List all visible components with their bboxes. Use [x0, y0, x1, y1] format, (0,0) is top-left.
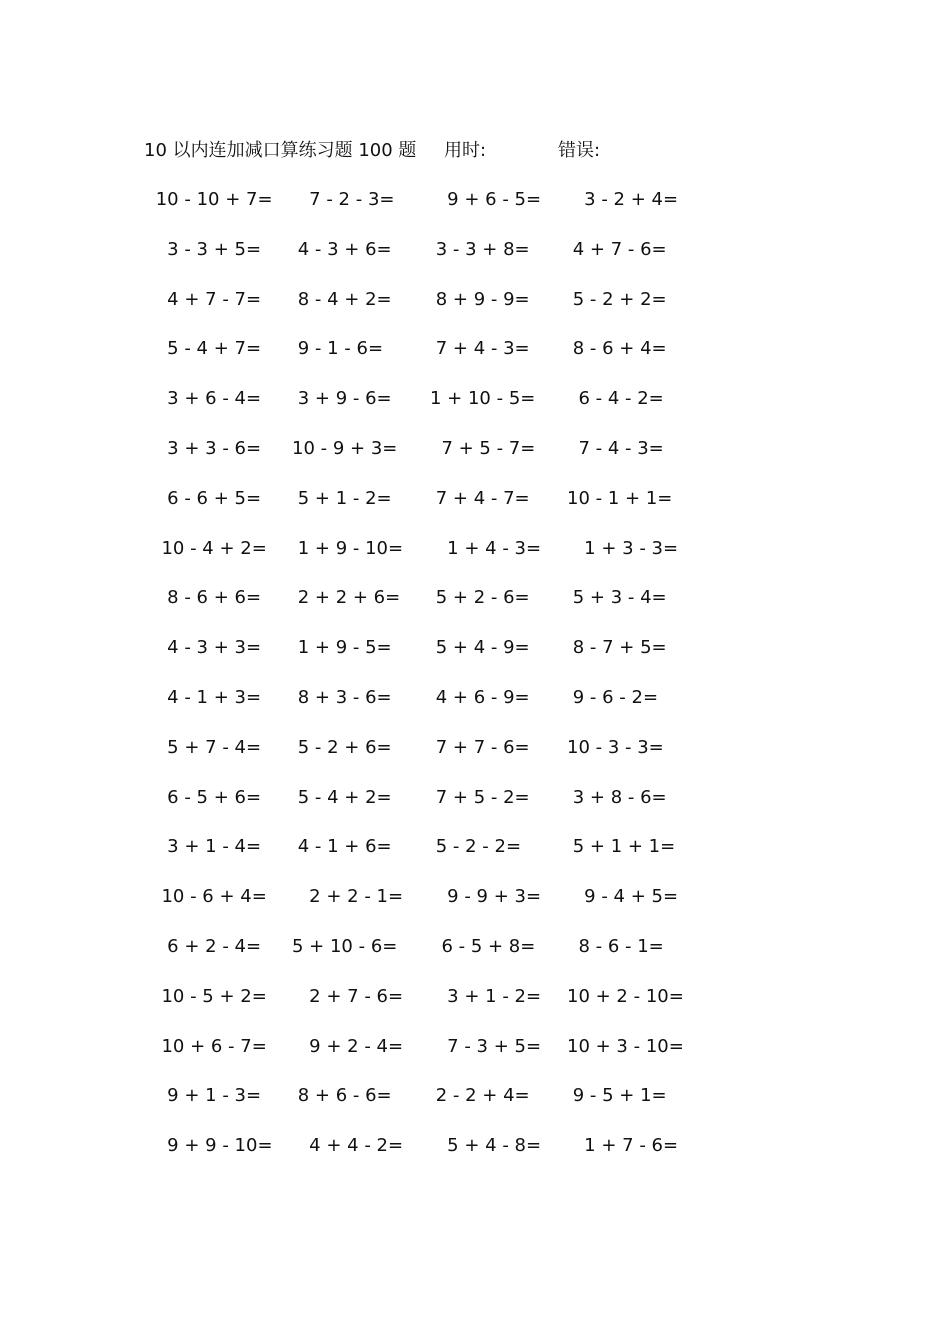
problem-row [0, 334, 950, 384]
problem-row [0, 434, 950, 484]
math-problem: 5 - 4 + 7= [150, 338, 262, 360]
math-problem: 5 - 2 - 2= [430, 836, 522, 858]
math-problem: 4 + 7 - 7= [150, 288, 262, 310]
math-problem: 7 + 4 - 3= [430, 338, 530, 360]
math-problem: 3 + 1 - 4= [150, 836, 262, 858]
math-problem: 7 + 5 - 2= [430, 786, 530, 808]
worksheet-title: 10 以内连加减口算练习题 100 题 [144, 140, 417, 161]
math-problem: 3 + 8 - 6= [567, 786, 667, 808]
math-problem: 2 + 7 - 6= [292, 985, 404, 1007]
math-problem: 7 - 4 - 3= [567, 437, 664, 459]
problem-grid [0, 185, 950, 1181]
math-problem: 9 - 1 - 6= [292, 338, 384, 360]
math-problem: 1 + 9 - 10= [292, 537, 404, 559]
math-problem: 6 - 4 - 2= [567, 388, 664, 410]
math-problem: 6 - 5 + 6= [150, 786, 262, 808]
math-problem: 5 + 1 - 2= [292, 487, 392, 509]
math-problem: 9 - 9 + 3= [430, 886, 542, 908]
problem-row [0, 683, 950, 733]
math-problem: 10 - 6 + 4= [150, 886, 267, 908]
problem-row [0, 1131, 950, 1181]
math-problem: 1 + 3 - 3= [567, 537, 679, 559]
math-problem: 9 - 4 + 5= [567, 886, 679, 908]
problem-row [0, 733, 950, 783]
math-problem: 4 + 6 - 9= [430, 686, 530, 708]
problem-row [0, 1032, 950, 1082]
math-problem: 8 - 6 + 6= [150, 587, 262, 609]
math-problem: 9 - 5 + 1= [567, 1085, 667, 1107]
math-problem: 3 - 3 + 5= [150, 238, 262, 260]
math-problem: 10 + 6 - 7= [150, 1035, 267, 1057]
problem-row [0, 534, 950, 584]
problem-row [0, 982, 950, 1032]
math-problem: 8 - 6 + 4= [567, 338, 667, 360]
math-problem: 5 + 1 + 1= [567, 836, 676, 858]
math-problem: 6 - 5 + 8= [430, 935, 536, 957]
math-problem: 9 + 6 - 5= [430, 189, 542, 210]
problem-row [0, 235, 950, 285]
math-problem: 7 + 5 - 7= [430, 437, 536, 459]
math-problem: 4 - 1 + 6= [292, 836, 392, 858]
math-problem: 10 - 5 + 2= [150, 985, 267, 1007]
math-problem: 8 + 6 - 6= [292, 1085, 392, 1107]
math-problem: 1 + 7 - 6= [567, 1135, 679, 1157]
math-problem: 8 - 7 + 5= [567, 637, 667, 659]
math-problem: 4 + 4 - 2= [292, 1135, 404, 1157]
problem-row [0, 185, 950, 235]
problem-row [0, 783, 950, 833]
math-problem: 8 - 6 - 1= [567, 935, 664, 957]
math-problem: 5 - 2 + 6= [292, 736, 392, 758]
math-problem: 4 - 1 + 3= [150, 686, 262, 708]
math-problem: 10 - 9 + 3= [292, 437, 398, 459]
math-problem: 10 - 3 - 3= [567, 736, 664, 758]
errors-label: 错误: [558, 140, 601, 161]
math-problem: 7 + 4 - 7= [430, 487, 530, 509]
math-problem: 5 + 2 - 6= [430, 587, 530, 609]
math-problem: 2 + 2 - 1= [292, 886, 404, 908]
problem-row [0, 932, 950, 982]
math-problem: 10 - 10 + 7= [150, 189, 273, 210]
math-problem: 4 + 7 - 6= [567, 238, 667, 260]
math-problem: 10 - 4 + 2= [150, 537, 267, 559]
math-problem: 8 + 3 - 6= [292, 686, 392, 708]
math-problem: 5 + 3 - 4= [567, 587, 667, 609]
problem-row [0, 832, 950, 882]
math-problem: 10 + 3 - 10= [567, 1035, 684, 1057]
math-problem: 6 + 2 - 4= [150, 935, 262, 957]
math-problem: 6 - 6 + 5= [150, 487, 262, 509]
math-problem: 3 - 2 + 4= [567, 189, 679, 210]
math-problem: 5 - 2 + 2= [567, 288, 667, 310]
math-problem: 5 + 7 - 4= [150, 736, 262, 758]
problem-row [0, 633, 950, 683]
math-problem: 10 - 1 + 1= [567, 487, 673, 509]
math-problem: 7 - 3 + 5= [430, 1035, 542, 1057]
problem-row [0, 1081, 950, 1131]
math-problem: 8 - 4 + 2= [292, 288, 392, 310]
problem-row [0, 285, 950, 335]
math-problem: 10 + 2 - 10= [567, 985, 684, 1007]
math-problem: 5 + 4 - 8= [430, 1135, 542, 1157]
math-problem: 9 + 9 - 10= [150, 1135, 273, 1157]
math-problem: 4 - 3 + 3= [150, 637, 262, 659]
problem-row [0, 583, 950, 633]
math-problem: 7 + 7 - 6= [430, 736, 530, 758]
math-problem: 2 - 2 + 4= [430, 1085, 530, 1107]
math-problem: 9 - 6 - 2= [567, 686, 659, 708]
math-problem: 1 + 4 - 3= [430, 537, 542, 559]
math-problem: 8 + 9 - 9= [430, 288, 530, 310]
math-problem: 4 - 3 + 6= [292, 238, 392, 260]
math-problem: 9 + 1 - 3= [150, 1085, 262, 1107]
problem-row [0, 484, 950, 534]
problem-row [0, 882, 950, 932]
math-problem: 3 + 9 - 6= [292, 388, 392, 410]
math-problem: 3 + 3 - 6= [150, 437, 262, 459]
math-problem: 9 + 2 - 4= [292, 1035, 404, 1057]
time-used-label: 用时: [444, 140, 487, 161]
math-problem: 1 + 10 - 5= [430, 388, 536, 410]
math-problem: 7 - 2 - 3= [292, 189, 395, 210]
math-problem: 3 + 6 - 4= [150, 388, 262, 410]
math-problem: 5 + 10 - 6= [292, 935, 398, 957]
problem-row [0, 384, 950, 434]
math-problem: 3 - 3 + 8= [430, 238, 530, 260]
math-problem: 1 + 9 - 5= [292, 637, 392, 659]
math-problem: 5 + 4 - 9= [430, 637, 530, 659]
math-problem: 5 - 4 + 2= [292, 786, 392, 808]
math-problem: 2 + 2 + 6= [292, 587, 401, 609]
math-problem: 3 + 1 - 2= [430, 985, 542, 1007]
